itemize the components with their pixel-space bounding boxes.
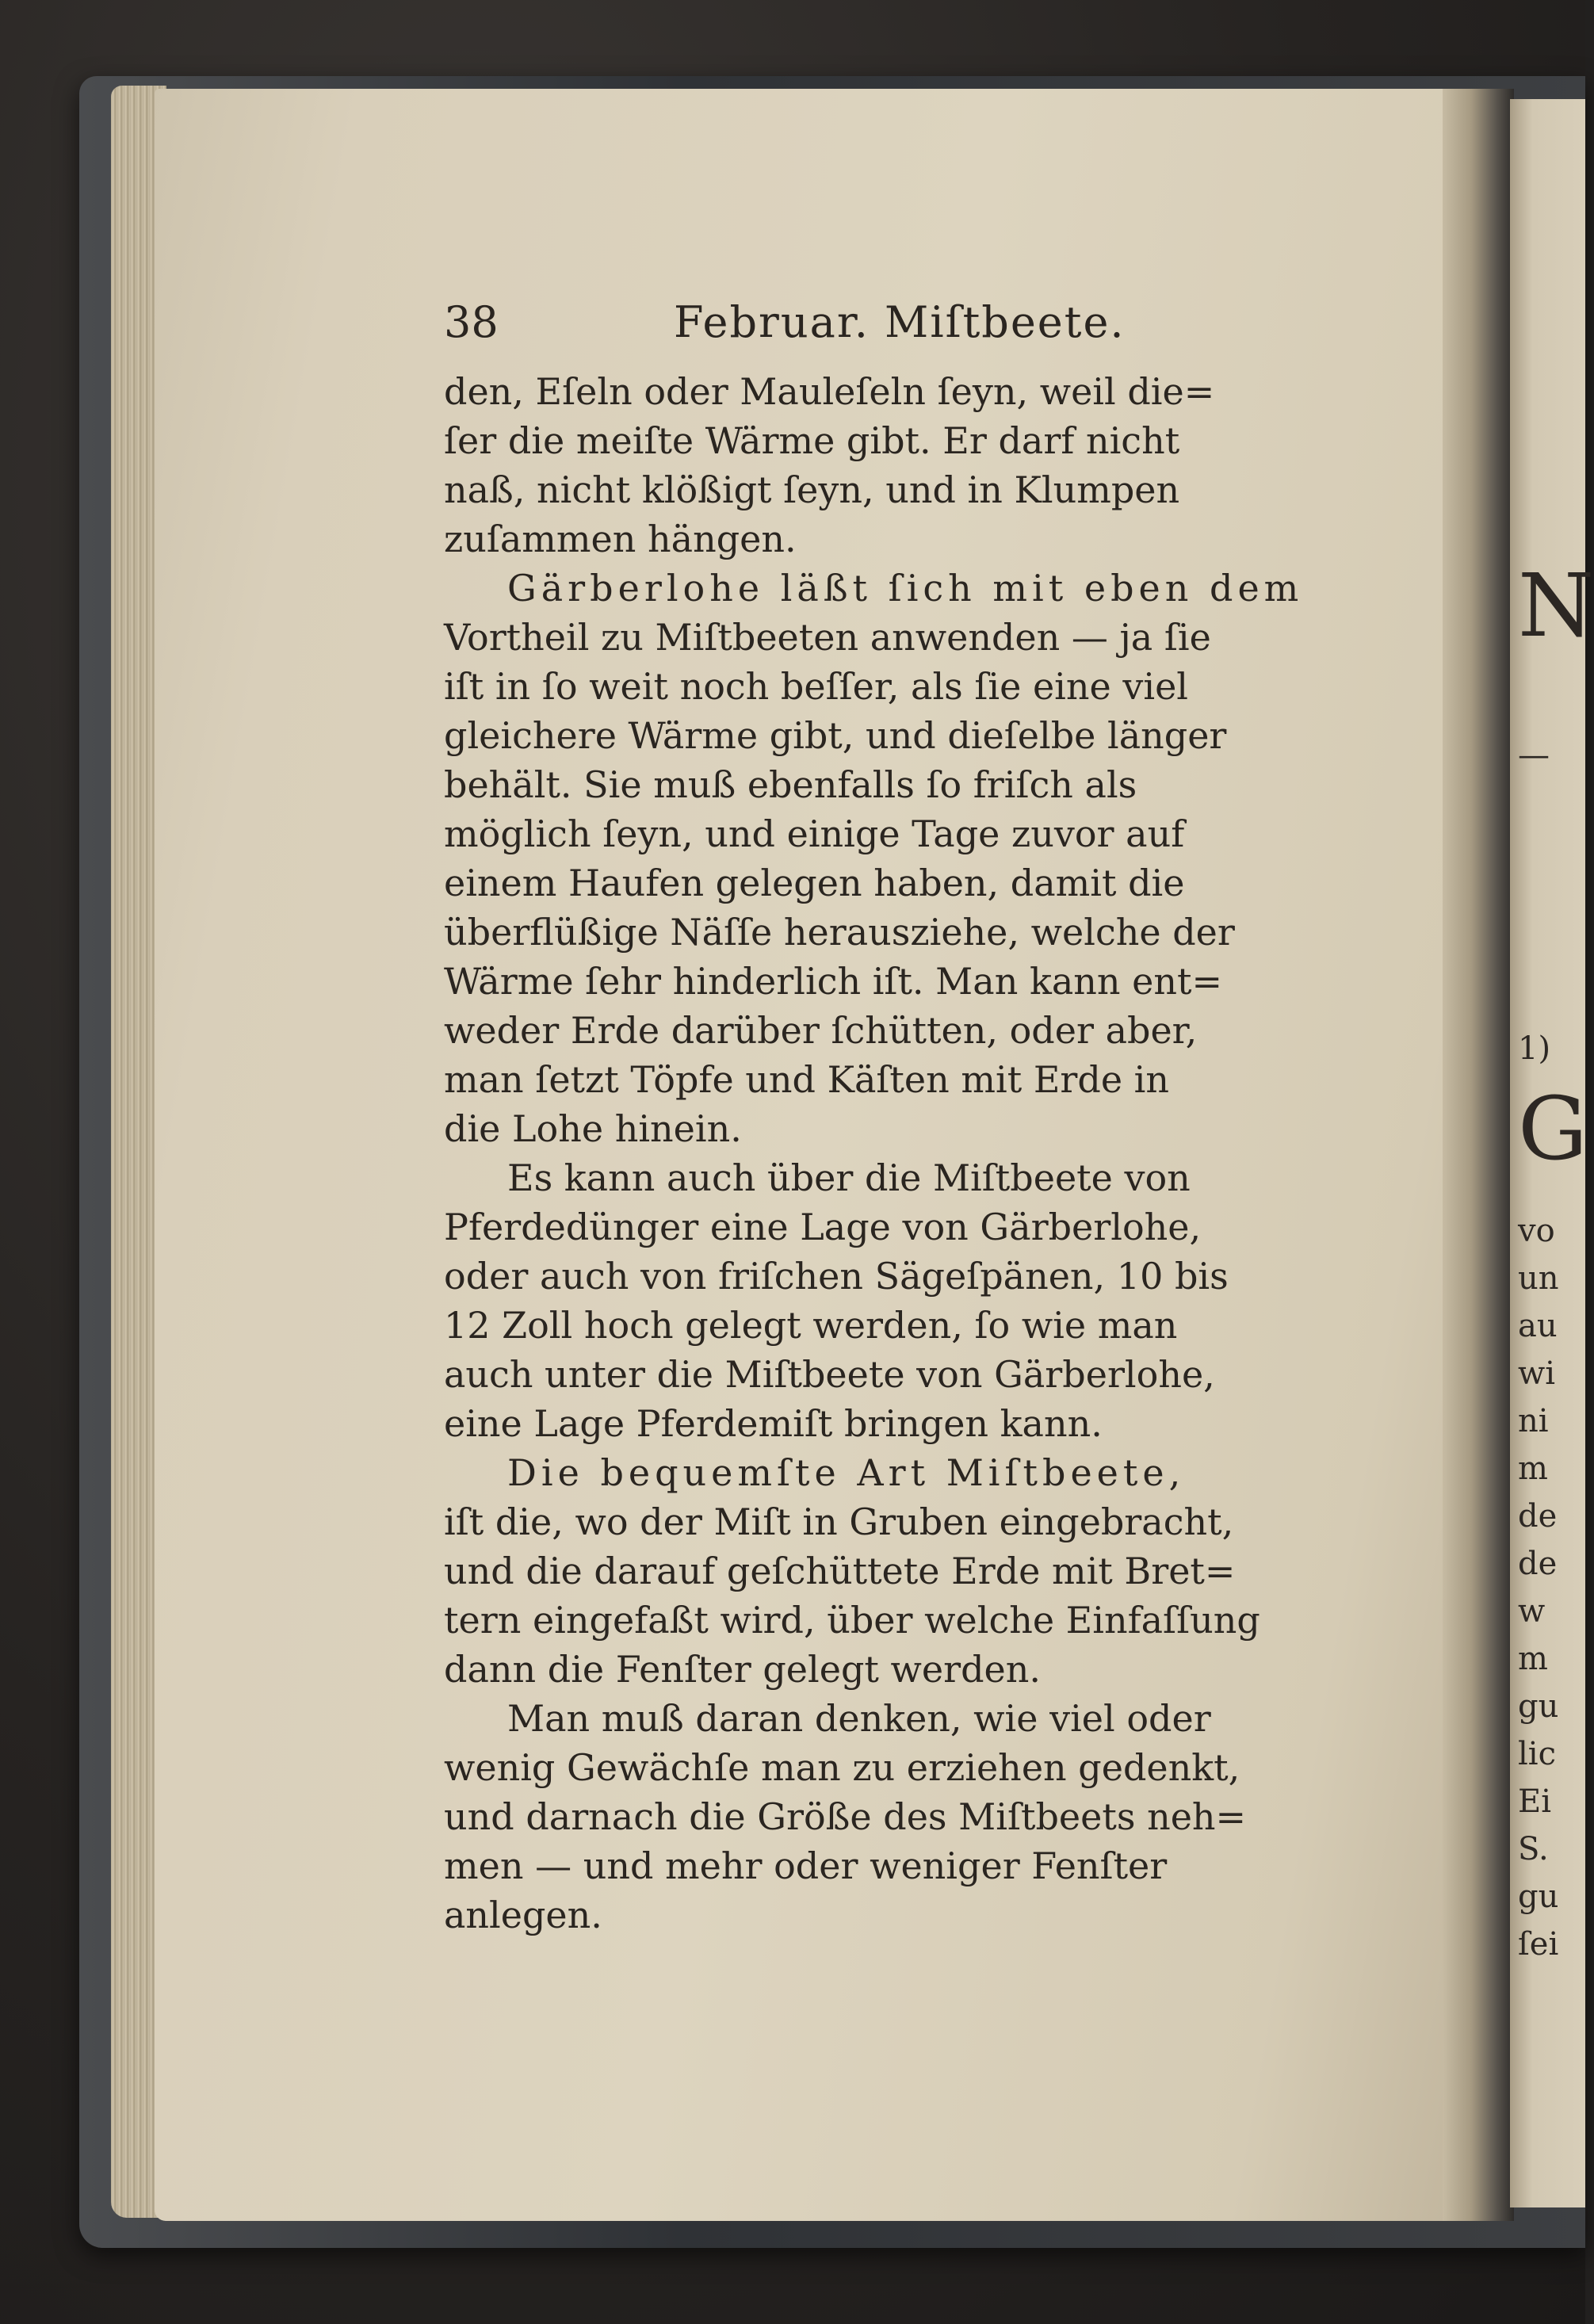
text-line: gleichere Wärme gibt, und dieſelbe länger — [444, 714, 1227, 757]
text-line: weder Erde darüber ſchütten, oder aber, — [444, 1009, 1198, 1052]
facing-fragment: — — [1518, 737, 1550, 774]
facing-fragment: vo — [1518, 1213, 1555, 1249]
text-line: möglich ſeyn, und einige Tage zuvor auf — [444, 812, 1185, 855]
page-header — [444, 295, 1355, 350]
text-line: Es kann auch über die Miſtbeete von — [507, 1156, 1191, 1199]
facing-fragment: un — [1518, 1260, 1559, 1297]
facing-fragment: m — [1518, 1451, 1548, 1487]
text-line: und die darauf geſchüttete Erde mit Bret= — [444, 1550, 1236, 1592]
facing-fragment: lic — [1518, 1736, 1556, 1772]
facing-fragment: ſei — [1518, 1926, 1559, 1963]
text-line: dann die Fenſter gelegt werden. — [444, 1648, 1042, 1691]
text-line: Die bequemſte Art Miſtbeete, — [507, 1451, 1186, 1494]
text-line: tern eingefaßt wird, über welche Einfaſſung — [444, 1599, 1260, 1642]
facing-fragment: w — [1518, 1593, 1546, 1630]
facing-fragment: m — [1518, 1641, 1548, 1677]
facing-fragment: gu — [1518, 1688, 1559, 1725]
text-line: auch unter die Miſtbeete von Gärberlohe, — [444, 1353, 1215, 1396]
page-number: 38 — [444, 297, 499, 347]
text-line: wenig Gewächſe man zu erziehen gedenkt, — [444, 1746, 1240, 1789]
facing-fragment: wi — [1518, 1355, 1556, 1392]
book-gutter — [1443, 89, 1514, 2221]
text-line: die Lohe hinein. — [444, 1107, 742, 1150]
text-line: anlegen. — [444, 1894, 602, 1936]
running-title: Februar. Miſtbeete. — [674, 297, 1126, 347]
facing-fragment: de — [1518, 1546, 1558, 1582]
text-line: Gärberlohe läßt ſich mit eben dem — [507, 567, 1304, 610]
text-line: oder auch von friſchen Sägeſpänen, 10 bis — [444, 1255, 1229, 1298]
text-line: Pferdedünger eine Lage von Gärberlohe, — [444, 1206, 1202, 1248]
text-line: eine Lage Pferdemiſt bringen kann. — [444, 1402, 1103, 1445]
text-line: einem Haufen gelegen haben, damit die — [444, 862, 1185, 904]
text-line: ſer die meiſte Wärme gibt. Er darf nicht — [444, 419, 1180, 462]
text-line: iſt in ſo weit noch beſſer, als ſie eine viel — [444, 665, 1189, 708]
text-line: iſt die, wo der Miſt in Gruben eingebracht, — [444, 1500, 1234, 1543]
facing-fragment: Ei — [1518, 1783, 1551, 1820]
text-line: Vortheil zu Miſtbeeten anwenden — ja ſie — [444, 616, 1211, 659]
text-line: zuſammen hängen. — [444, 518, 797, 560]
text-line: men — und mehr oder weniger Fenſter — [444, 1844, 1168, 1887]
text-line: den, Eſeln oder Mauleſeln ſeyn, weil die= — [444, 370, 1215, 413]
text-line: naß, nicht klößigt ſeyn, und in Klumpen — [444, 468, 1180, 511]
facing-fragment: N — [1518, 555, 1594, 656]
text-line: man ſetzt Töpfe und Käſten mit Erde in — [444, 1058, 1170, 1101]
facing-fragment: gu — [1518, 1879, 1559, 1915]
facing-fragment: au — [1518, 1308, 1558, 1344]
facing-fragment: G — [1518, 1078, 1588, 1179]
text-line: behält. Sie muß ebenfalls ſo friſch als — [444, 763, 1137, 806]
facing-fragment: de — [1518, 1498, 1558, 1535]
text-line: Man muß daran denken, wie viel oder — [507, 1697, 1211, 1740]
text-line: Wärme ſehr hinderlich iſt. Man kann ent= — [444, 960, 1222, 1003]
text-line: überflüßige Näſſe herausziehe, welche der — [444, 911, 1235, 954]
text-line: und darnach die Größe des Miſtbeets neh= — [444, 1795, 1247, 1838]
facing-fragment: ni — [1518, 1403, 1549, 1439]
text-line: 12 Zoll hoch gelegt werden, ſo wie man — [444, 1304, 1178, 1347]
facing-fragment: S. — [1518, 1831, 1549, 1867]
facing-fragment: 1) — [1518, 1030, 1551, 1067]
